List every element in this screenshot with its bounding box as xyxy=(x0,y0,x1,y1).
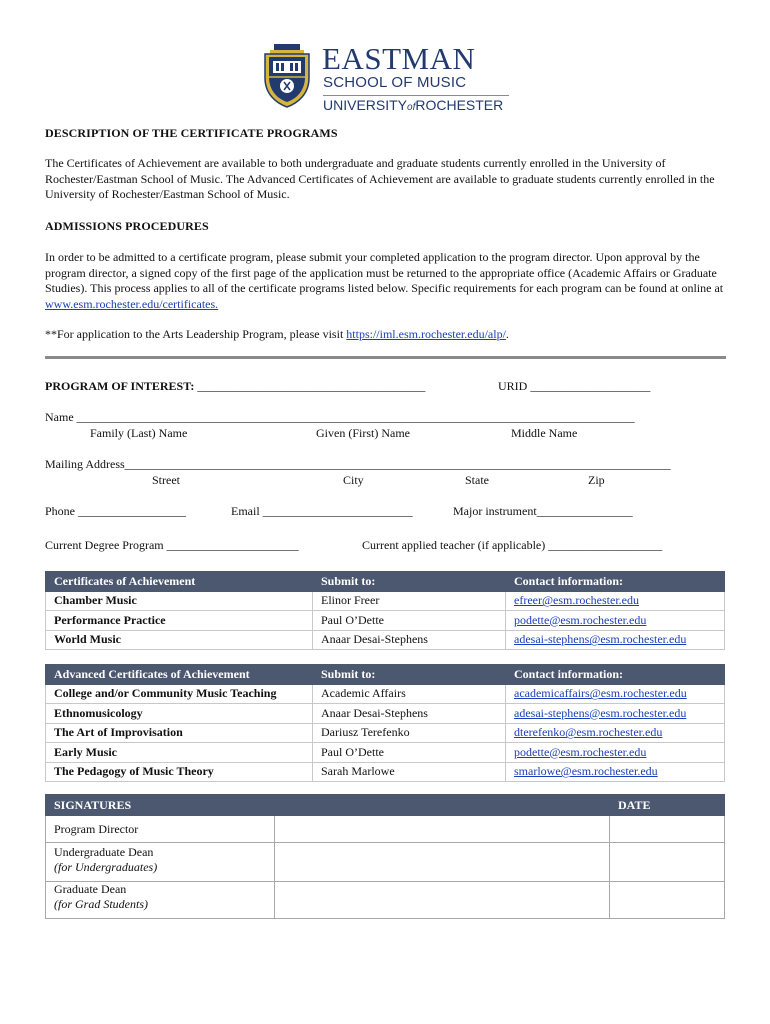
middle-name-caption: Middle Name xyxy=(511,426,578,440)
city-caption: City xyxy=(343,473,364,487)
program-name: Performance Practice xyxy=(46,611,313,631)
contact-email-link[interactable]: adesai-stephens@esm.rochester.edu xyxy=(506,630,725,650)
contact-email-link[interactable]: podette@esm.rochester.edu xyxy=(506,743,725,763)
certificates-link[interactable]: www.esm.rochester.edu/certificates. xyxy=(45,296,219,311)
table-row xyxy=(46,743,725,763)
logo-eastman: EASTMAN xyxy=(322,41,476,76)
col-header-submit: Submit to: xyxy=(313,572,506,592)
submit-to: Anaar Desai-Stephens xyxy=(313,704,506,724)
section-divider xyxy=(45,356,726,359)
mailing-address-field[interactable]: Mailing Address___________________________________________________________________________________________ xyxy=(45,457,671,471)
eastman-seal-icon xyxy=(262,44,312,108)
col-header-advanced-certificate: Advanced Certificates of Achievement xyxy=(46,665,313,685)
col-header-submit: Submit to: xyxy=(313,665,506,685)
table-header-row xyxy=(46,665,725,685)
advanced-certificates-table xyxy=(45,664,725,782)
program-director-date-field[interactable] xyxy=(610,816,725,843)
signature-header-blank xyxy=(275,795,610,816)
submit-to: Elinor Freer xyxy=(313,591,506,611)
email-field[interactable]: Email _________________________ xyxy=(231,504,413,518)
table-row xyxy=(46,591,725,611)
family-name-caption: Family (Last) Name xyxy=(90,426,188,440)
phone-field[interactable]: Phone __________________ xyxy=(45,504,186,518)
program-of-interest-field[interactable]: PROGRAM OF INTEREST: ______________________________________ xyxy=(45,379,426,393)
contact-email-link[interactable]: podette@esm.rochester.edu xyxy=(506,611,725,631)
urid-field[interactable]: URID ____________________ xyxy=(498,379,651,393)
program-name: Early Music xyxy=(46,743,313,763)
table-header-row xyxy=(46,572,725,592)
given-name-caption: Given (First) Name xyxy=(316,426,410,440)
submit-to: Paul O’Dette xyxy=(313,611,506,631)
contact-email-link[interactable]: smarlowe@esm.rochester.edu xyxy=(506,762,725,782)
signature-row-program-director xyxy=(46,816,725,843)
undergraduate-dean-label: Undergraduate Dean (for Undergraduates) xyxy=(46,843,275,882)
col-header-contact: Contact information: xyxy=(506,665,725,685)
admissions-text: In order to be admitted to a certificate program, please submit your completed application to the program director. Upon approval by the program director, a signed copy of the first page of the application must be returned to the appropriate office (Academic Affairs or Graduate Studies). This process applies to all of the certificate programs listed below. Specific requirements for each program can be found at online at www.esm.rochester.edu/certificates. xyxy=(45,250,724,311)
table-row xyxy=(46,723,725,743)
undergraduate-dean-signature-field[interactable] xyxy=(275,843,610,882)
date-header: DATE xyxy=(610,795,725,816)
contact-email-link[interactable]: academicaffairs@esm.rochester.edu xyxy=(506,684,725,704)
current-degree-field[interactable]: Current Degree Program ______________________ xyxy=(45,538,299,552)
alp-link[interactable]: https://iml.esm.rochester.edu/alp/ xyxy=(346,327,506,341)
logo-university: UNIVERSITYofROCHESTER xyxy=(323,97,504,113)
graduate-dean-label: Graduate Dean (for Grad Students) xyxy=(46,882,275,919)
undergraduate-dean-date-field[interactable] xyxy=(610,843,725,882)
submit-to: Anaar Desai-Stephens xyxy=(313,630,506,650)
program-name: Chamber Music xyxy=(46,591,313,611)
signature-row-graduate-dean xyxy=(46,882,725,919)
logo-divider xyxy=(323,95,509,96)
graduate-dean-signature-field[interactable] xyxy=(275,882,610,919)
zip-caption: Zip xyxy=(588,473,605,487)
state-caption: State xyxy=(465,473,489,487)
table-row xyxy=(46,630,725,650)
alp-note: **For application to the Arts Leadership Program, please visit https://iml.esm.rochester.edu/alp/. xyxy=(45,327,509,341)
name-field[interactable]: Name _____________________________________________________________________________________________ xyxy=(45,410,635,424)
submit-to: Paul O’Dette xyxy=(313,743,506,763)
submit-to: Academic Affairs xyxy=(313,684,506,704)
program-name: World Music xyxy=(46,630,313,650)
signatures-table xyxy=(45,794,725,919)
street-caption: Street xyxy=(152,473,180,487)
signatures-header: SIGNATURES xyxy=(46,795,275,816)
table-row xyxy=(46,611,725,631)
signature-row-undergraduate-dean xyxy=(46,843,725,882)
table-row xyxy=(46,762,725,782)
program-name: College and/or Community Music Teaching xyxy=(46,684,313,704)
submit-to: Sarah Marlowe xyxy=(313,762,506,782)
contact-email-link[interactable]: efreer@esm.rochester.edu xyxy=(506,591,725,611)
contact-email-link[interactable]: dterefenko@esm.rochester.edu xyxy=(506,723,725,743)
table-row xyxy=(46,704,725,724)
applied-teacher-field[interactable]: Current applied teacher (if applicable) ___________________ xyxy=(362,538,663,552)
submit-to: Dariusz Terefenko xyxy=(313,723,506,743)
major-instrument-field[interactable]: Major instrument________________ xyxy=(453,504,633,518)
table-row xyxy=(46,684,725,704)
signatures-header-row xyxy=(46,795,725,816)
program-director-signature-field[interactable] xyxy=(275,816,610,843)
graduate-dean-date-field[interactable] xyxy=(610,882,725,919)
description-heading: DESCRIPTION OF THE CERTIFICATE PROGRAMS xyxy=(45,126,338,140)
program-name: Ethnomusicology xyxy=(46,704,313,724)
col-header-certificate: Certificates of Achievement xyxy=(46,572,313,592)
certificates-table xyxy=(45,571,725,650)
program-director-label: Program Director xyxy=(46,816,275,843)
description-text: The Certificates of Achievement are available to both undergraduate and graduate students currently enrolled in the University of Rochester/Eastman School of Music. The Advanced Certificates of Achievement are available to graduate students currently enrolled in the University of Rochester/Eastman School of Music. xyxy=(45,156,715,201)
program-name: The Art of Improvisation xyxy=(46,723,313,743)
logo-school-of-music: SCHOOL OF MUSIC xyxy=(323,74,467,91)
program-name: The Pedagogy of Music Theory xyxy=(46,762,313,782)
eastman-logo xyxy=(262,41,512,116)
contact-email-link[interactable]: adesai-stephens@esm.rochester.edu xyxy=(506,704,725,724)
admissions-heading: ADMISSIONS PROCEDURES xyxy=(45,219,209,233)
col-header-contact: Contact information: xyxy=(506,572,725,592)
